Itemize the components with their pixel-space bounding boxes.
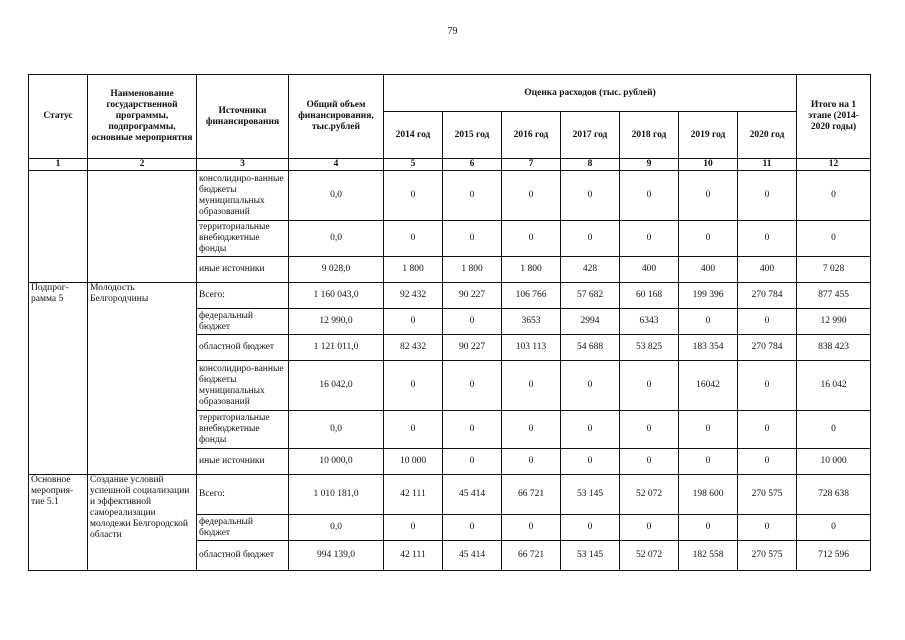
year-value-cell: 16042 [679,361,738,411]
itog-cell: 838 423 [797,335,871,361]
itog-cell: 0 [797,221,871,257]
column-number: 7 [502,159,561,171]
year-value-cell: 66 721 [502,541,561,571]
header-source: Источники финансирования [197,75,289,159]
year-value-cell: 183 354 [679,335,738,361]
year-value-cell: 1 800 [443,257,502,283]
itog-cell: 12 990 [797,309,871,335]
itog-cell: 712 596 [797,541,871,571]
total-volume-cell: 1 121 011,0 [289,335,384,361]
year-value-cell: 10 000 [384,449,443,475]
total-volume-cell: 12 990,0 [289,309,384,335]
header-year: 2016 год [502,112,561,159]
year-value-cell: 0 [738,361,797,411]
header-itog: Итого на 1 этапе (2014-2020 годы) [797,75,871,159]
total-volume-cell: 1 010 181,0 [289,475,384,515]
source-cell: территориальные внебюджетные фонды [197,411,289,449]
year-value-cell: 0 [679,411,738,449]
year-value-cell: 0 [738,449,797,475]
itog-cell: 728 638 [797,475,871,515]
table-row [29,475,871,515]
year-value-cell: 6343 [620,309,679,335]
column-number: 8 [561,159,620,171]
year-value-cell: 428 [561,257,620,283]
year-value-cell: 270 784 [738,335,797,361]
column-number: 3 [197,159,289,171]
column-number-row [29,159,871,171]
year-value-cell: 0 [443,449,502,475]
year-value-cell: 0 [502,449,561,475]
year-value-cell: 0 [384,171,443,221]
year-value-cell: 106 766 [502,283,561,309]
header-year: 2018 год [620,112,679,159]
total-volume-cell: 0,0 [289,171,384,221]
page-number: 79 [447,26,458,37]
year-value-cell: 60 168 [620,283,679,309]
year-value-cell: 45 414 [443,541,502,571]
total-volume-cell: 16 042,0 [289,361,384,411]
status-cell: Основное мероприя-тие 5.1 [29,475,88,571]
year-value-cell: 0 [561,411,620,449]
program-name-cell: Молодость Белгородчины [88,283,197,475]
year-value-cell: 0 [502,515,561,541]
table-body [29,171,871,571]
year-value-cell: 0 [561,449,620,475]
column-number: 4 [289,159,384,171]
year-value-cell: 0 [443,309,502,335]
year-value-cell: 0 [620,171,679,221]
year-value-cell: 0 [384,411,443,449]
year-value-cell: 45 414 [443,475,502,515]
year-value-cell: 0 [502,361,561,411]
year-value-cell: 400 [620,257,679,283]
header-year: 2017 год [561,112,620,159]
year-value-cell: 0 [561,171,620,221]
year-value-cell: 52 072 [620,475,679,515]
source-cell: иные источники [197,257,289,283]
source-cell: областной бюджет [197,335,289,361]
year-value-cell: 0 [502,411,561,449]
source-cell: иные источники [197,449,289,475]
year-value-cell: 90 227 [443,283,502,309]
itog-cell: 7 028 [797,257,871,283]
source-cell: федеральный бюджет [197,515,289,541]
year-value-cell: 103 113 [502,335,561,361]
year-value-cell: 52 072 [620,541,679,571]
year-value-cell: 0 [679,449,738,475]
itog-cell: 16 042 [797,361,871,411]
itog-cell: 0 [797,515,871,541]
year-value-cell: 92 432 [384,283,443,309]
year-value-cell: 1 800 [502,257,561,283]
header-year: 2014 год [384,112,443,159]
year-value-cell: 270 575 [738,541,797,571]
year-value-cell: 0 [679,309,738,335]
year-value-cell: 0 [443,515,502,541]
year-value-cell: 53 825 [620,335,679,361]
itog-cell: 877 455 [797,283,871,309]
year-value-cell: 0 [620,221,679,257]
header-total-volume: Общий объем финансирования, тыс.рублей [289,75,384,159]
table-row [29,171,871,221]
year-value-cell: 0 [679,515,738,541]
year-value-cell: 199 396 [679,283,738,309]
column-number: 10 [679,159,738,171]
header-name: Наименование государственной программы, подпрограммы, основные мероприятия [88,75,197,159]
year-value-cell: 198 600 [679,475,738,515]
column-number: 1 [29,159,88,171]
total-volume-cell: 0,0 [289,411,384,449]
year-value-cell: 53 145 [561,475,620,515]
year-value-cell: 90 227 [443,335,502,361]
year-value-cell: 0 [443,411,502,449]
program-name-cell: Создание условий успешной социализации и эффективной самореализации молодежи Белгородской области [88,475,197,571]
year-value-cell: 0 [738,171,797,221]
year-value-cell: 0 [561,221,620,257]
source-cell: Всего: [197,475,289,515]
year-value-cell: 66 721 [502,475,561,515]
year-value-cell: 0 [384,221,443,257]
itog-cell: 10 000 [797,449,871,475]
header-status: Статус [29,75,88,159]
source-cell: Всего: [197,283,289,309]
year-value-cell: 57 682 [561,283,620,309]
total-volume-cell: 0,0 [289,515,384,541]
year-value-cell: 0 [738,515,797,541]
year-value-cell: 1 800 [384,257,443,283]
year-value-cell: 0 [679,171,738,221]
budget-table [28,74,871,571]
year-value-cell: 42 111 [384,475,443,515]
program-name-cell [88,171,197,283]
total-volume-cell: 994 139,0 [289,541,384,571]
year-value-cell: 82 432 [384,335,443,361]
column-number: 2 [88,159,197,171]
year-value-cell: 0 [620,449,679,475]
itog-cell: 0 [797,171,871,221]
source-cell: областной бюджет [197,541,289,571]
column-number: 5 [384,159,443,171]
year-value-cell: 0 [384,309,443,335]
itog-cell: 0 [797,411,871,449]
year-value-cell: 0 [384,515,443,541]
year-value-cell: 270 575 [738,475,797,515]
header-year: 2019 год [679,112,738,159]
header-year: 2015 год [443,112,502,159]
year-value-cell: 0 [561,361,620,411]
year-value-cell: 0 [738,221,797,257]
year-value-cell: 0 [443,171,502,221]
year-value-cell: 3653 [502,309,561,335]
header-year: 2020 год [738,112,797,159]
year-value-cell: 400 [679,257,738,283]
total-volume-cell: 0,0 [289,221,384,257]
year-value-cell: 0 [620,361,679,411]
column-number: 6 [443,159,502,171]
year-value-cell: 0 [679,221,738,257]
year-value-cell: 0 [384,361,443,411]
year-value-cell: 0 [502,221,561,257]
column-number: 11 [738,159,797,171]
year-value-cell: 0 [738,309,797,335]
total-volume-cell: 1 160 043,0 [289,283,384,309]
year-value-cell: 0 [738,411,797,449]
status-cell [29,171,88,283]
year-value-cell: 54 688 [561,335,620,361]
year-value-cell: 0 [443,221,502,257]
source-cell: федеральный бюджет [197,309,289,335]
year-value-cell: 0 [443,361,502,411]
year-value-cell: 270 784 [738,283,797,309]
status-cell: Подпрог-рамма 5 [29,283,88,475]
year-value-cell: 0 [561,515,620,541]
year-value-cell: 182 558 [679,541,738,571]
source-cell: консолидиро-ванные бюджеты муниципальных образований [197,361,289,411]
column-number: 12 [797,159,871,171]
year-value-cell: 0 [502,171,561,221]
year-value-cell: 53 145 [561,541,620,571]
year-value-cell: 42 111 [384,541,443,571]
year-value-cell: 0 [620,411,679,449]
total-volume-cell: 10 000,0 [289,449,384,475]
header-estimate: Оценка расходов (тыс. рублей) [384,75,797,112]
source-cell: консолидиро-ванные бюджеты муниципальных образований [197,171,289,221]
year-value-cell: 2994 [561,309,620,335]
year-value-cell: 400 [738,257,797,283]
table-row [29,283,871,309]
column-number: 9 [620,159,679,171]
total-volume-cell: 9 028,0 [289,257,384,283]
source-cell: территориальные внебюджетные фонды [197,221,289,257]
year-value-cell: 0 [620,515,679,541]
